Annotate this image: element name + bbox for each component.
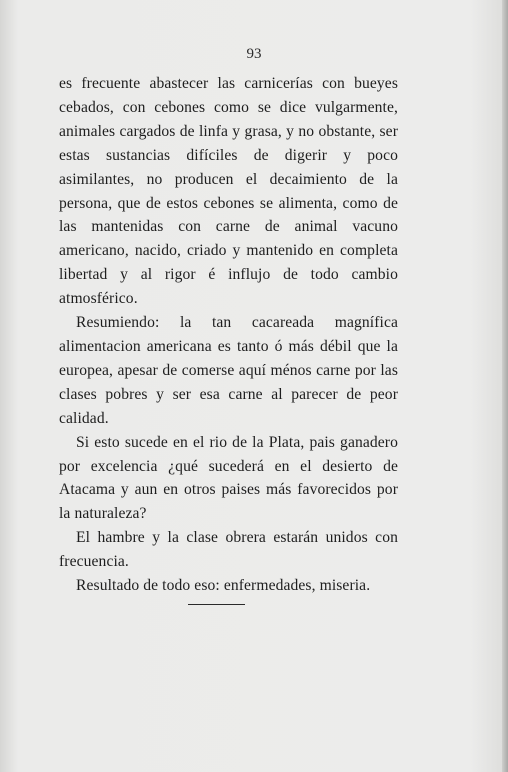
paragraph: Resumiendo: la tan cacareada magnífica alimentacion americana es tanto ó más débil que la europea, apesar de comerse aquí ménos carne por las clases pobres y ser esa carne al parecer de peor calidad. [59, 314, 398, 427]
page-edge [502, 0, 508, 772]
page-number: 93 [246, 46, 262, 62]
body-text [59, 72, 398, 598]
paragraph: El hambre y la clase obrera estarán unidos con frecuencia. [59, 529, 398, 571]
paragraph: Si esto sucede en el rio de la Plata, pais ganadero por excelencia ¿qué sucederá en el desierto de Atacama y aun en otros paises más favorecidos por la naturaleza? [59, 433, 398, 523]
paragraph: es frecuente abastecer las carnicerías con bueyes cebados, con cebones como se dice vulgarmente, animales cargados de linfa y grasa, y no obstante, ser estas sustancias difíciles de digerir y poco asimilantes, no producen el decaimiento de la persona, que de estos cebones se alimenta, como de las mantenidas con carne de animal vacuno americano, nacido, criado y mantenido en completa libertad y al rigor é influjo de todo cambio atmosférico. [59, 75, 398, 308]
paragraph: Resultado de todo eso: enfermedades, miseria. [76, 577, 371, 595]
end-rule [188, 604, 245, 605]
